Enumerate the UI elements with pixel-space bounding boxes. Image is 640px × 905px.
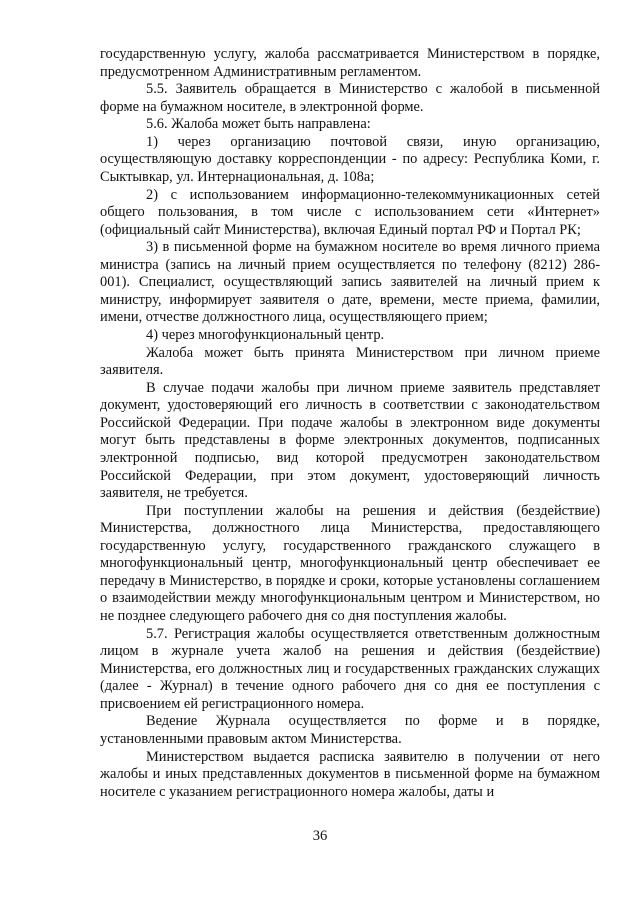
paragraph: 5.7. Регистрация жалобы осуществляется ответственным должностным лицом в журнале учета жалоб на решения и действия (бездействие) Министерства, его должностных лиц и государственных гражданских служащих (далее - Журнал) в течение одного рабочего дня со дня ее поступления с присвоением ей регистрационного номера. xyxy=(100,625,600,712)
paragraph: В случае подачи жалобы при личном приеме заявитель представляет документ, удостоверяющий его личность в соответствии с законодательством Российской Федерации. При подаче жалобы в электронном виде документы могут быть представлены в форме электронных документов, подписанных электронной подписью, вид которой предусмотрен законодательством Российской Федерации, при этом документ, удостоверяющий личность заявителя, не требуется. xyxy=(100,379,600,502)
paragraph: 1) через организацию почтовой связи, иную организацию, осуществляющую доставку корреспонденции - по адресу: Республика Коми, г. Сыктывкар, ул. Интернациональная, д. 108а; xyxy=(100,133,600,185)
paragraph: 4) через многофункциональный центр. xyxy=(146,327,385,343)
paragraph: 3) в письменной форме на бумажном носителе во время личного приема министра (запись на личный прием осуществляется по телефону (8212) 286-001). Специалист, осуществляющий запись заявителей на личный прием к министру, информирует заявителя о дате, времени, месте приема, фамилии, имени, отчестве должностного лица, осуществляющего прием; xyxy=(100,239,600,326)
paragraph: 2) с использованием информационно-телекоммуникационных сетей общего пользования, в том числе с использованием сети «Интернет» (официальный сайт Министерства), включая Единый портал РФ и Портал РК; xyxy=(100,186,600,238)
paragraph: Министерством выдается расписка заявителю в получении от него жалобы и иных представленных документов в письменной форме на бумажном носителе с указанием регистрационного номера жалобы, даты и xyxy=(100,748,600,800)
paragraph: Жалоба может быть принята Министерством при личном приеме заявителя. xyxy=(100,344,600,379)
paragraph: Ведение Журнала осуществляется по форме и в порядке, установленными правовым актом Министерства. xyxy=(100,713,600,747)
document-body xyxy=(100,46,600,801)
paragraph: При поступлении жалобы на решения и действия (бездействие) Министерства, должностного лица Министерства, предоставляющего государственную услугу, государственного гражданского служащего в многофункциональный центр, многофункциональный центр обеспечивает ее передачу в Министерство, в порядке и сроки, которые установлены соглашением о взаимодействии между многофункциональным центром и Министерством, но не позднее следующего рабочего дня со дня поступления жалобы. xyxy=(100,502,600,624)
page-number: 36 xyxy=(312,828,328,844)
paragraph: 5.5. Заявитель обращается в Министерство с жалобой в письменной форме на бумажном носителе, в электронной форме. xyxy=(100,81,600,115)
paragraph: 5.6. Жалоба может быть направлена: xyxy=(146,116,371,133)
paragraph: государственную услугу, жалоба рассматривается Министерством в порядке, предусмотренном Административным регламентом. xyxy=(100,46,600,80)
